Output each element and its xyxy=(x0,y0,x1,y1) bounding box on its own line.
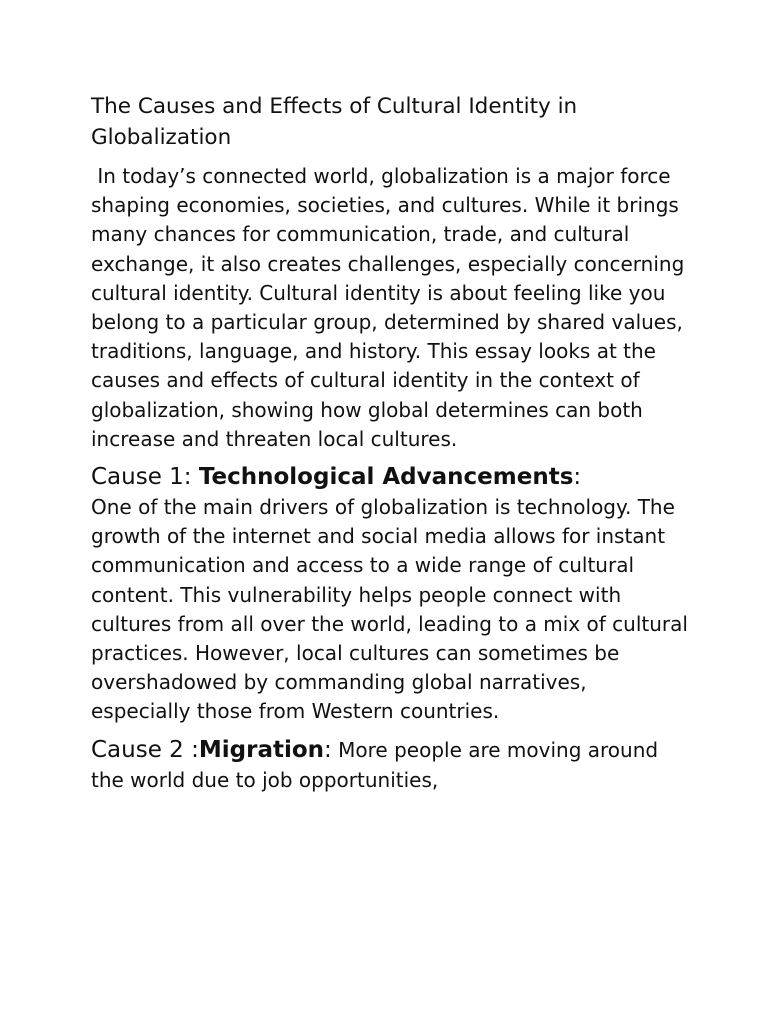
cause-1-section xyxy=(91,462,691,727)
cause-2-body: More people are moving around the world due to job opportunities, xyxy=(91,737,659,792)
cause-2-section xyxy=(91,735,691,795)
cause-2-prefix: Cause 2 : xyxy=(91,736,199,763)
cause-1-body: One of the main drivers of globalization is technology. The growth of the internet and social media allows for instant communication and access to a wide range of cultural content. This vulnerability helps people connect with cultures from all over the world, leading to a mix of cultural practices. However, local cultures can sometimes be overshadowed by commanding global narratives, especially those from Western countries. xyxy=(91,495,688,724)
cause-1-heading xyxy=(91,462,691,493)
cause-1-title: Technological Advancements xyxy=(198,464,574,491)
cause-2-suffix: : xyxy=(324,736,332,763)
intro-paragraph: In today’s connected world, globalization is a major force shaping economies, societies, and cultures. While it brings many chances for communication, trade, and cultural exchange, it also creates challenges, especially concerning cultural identity. Cultural identity is about feeling like you belong to a particular group, determined by shared values, traditions, language, and history. This essay looks at the causes and effects of cultural identity in the context of globalization, showing how global determines can both increase and threaten local cultures. xyxy=(91,164,691,451)
cause-2-title: Migration xyxy=(198,736,325,763)
document-title: The Causes and Effects of Cultural Identity in Globalization xyxy=(91,94,578,150)
cause-1-suffix: : xyxy=(573,464,582,491)
cause-1-prefix: Cause 1: xyxy=(91,464,199,491)
document-page xyxy=(91,91,691,803)
